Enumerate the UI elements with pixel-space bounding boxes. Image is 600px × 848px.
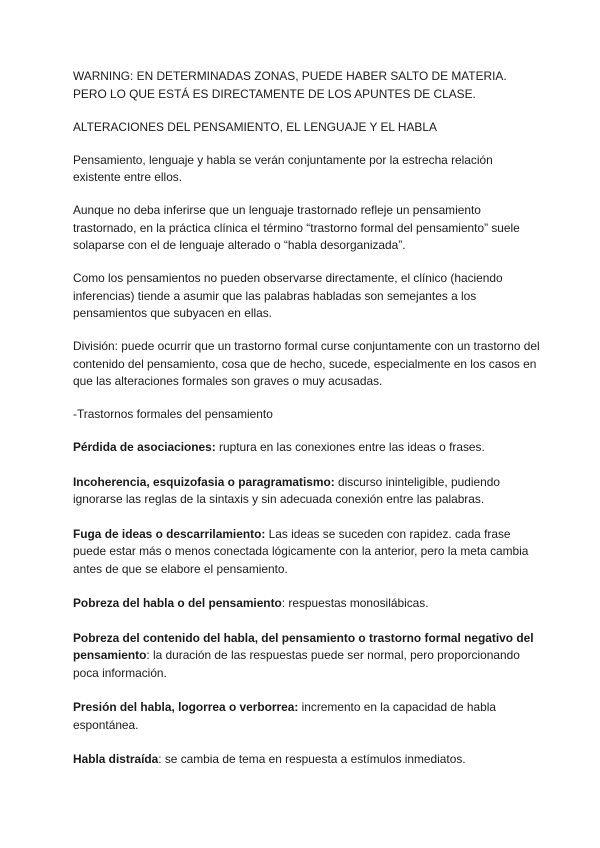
intro-paragraph-4: División: puede ocurrir que un trastorno formal curse conjuntamente con un trastorno del contenido del pensamiento, cosa que de hecho, sucede, especialmente en los casos en que las alteraciones formales son graves o muy acusadas. <box>73 339 540 388</box>
document-page <box>73 68 543 786</box>
term-definition: Las ideas se suceden con rapidez. cada frase puede estar más o menos conectada lógicamente con la anterior, pero la meta cambia antes de que se elabore el pensamiento. <box>73 526 529 576</box>
definition-loss-of-associations <box>73 439 543 457</box>
term-label: Pérdida de asociaciones: <box>73 440 216 454</box>
intro-paragraph-1: Pensamiento, lenguaje y habla se verán conjuntamente por la estrecha relación existente entre ellos. <box>73 152 493 184</box>
intro-paragraph-3: Como los pensamientos no pueden observarse directamente, el clínico (haciendo inferencias) tiende a asumir que las palabras habladas son semejantes a los pensamientos que subyacen en ellas. <box>73 271 503 320</box>
term-label: Fuga de ideas o descarrilamiento: <box>73 526 266 541</box>
definition-incoherence <box>73 474 543 509</box>
intro-paragraph-2: Aunque no deba inferirse que un lenguaje trastornado refleje un pensamiento trastornado, en la práctica clínica el término “trastorno formal del pensamiento” suele solaparse con el de lenguaje alterado o “habla desorganizada”. <box>73 203 520 252</box>
definition-poverty-of-content <box>73 630 543 683</box>
document-title: ALTERACIONES DEL PENSAMIENTO, EL LENGUAJE Y EL HABLA <box>73 119 437 134</box>
term-label: Pobreza del habla o del pensamiento <box>73 596 282 610</box>
warning-notice <box>73 68 543 103</box>
definition-poverty-of-speech <box>73 595 543 613</box>
term-label: Presión del habla, logorrea o verborrea: <box>73 700 299 714</box>
term-label: Habla distraída <box>73 752 159 766</box>
term-definition: ruptura en las conexiones entre las ideas o frases. <box>215 440 485 454</box>
term-definition: : la duración de las respuestas puede ser normal, pero proporcionando poca información. <box>73 648 520 680</box>
warning-line-1: WARNING: EN DETERMINADAS ZONAS, PUEDE HABER SALTO DE MATERIA. <box>73 69 507 83</box>
definition-distractible-speech <box>73 751 543 769</box>
warning-line-2: PERO LO QUE ESTÁ ES DIRECTAMENTE DE LOS APUNTES DE CLASE. <box>73 86 476 101</box>
term-label: Incoherencia, esquizofasia o paragramatismo: <box>73 474 335 489</box>
definition-flight-of-ideas <box>73 526 543 579</box>
definition-pressured-speech <box>73 699 543 734</box>
term-definition: incremento en la capacidad de habla espontánea. <box>73 700 496 732</box>
term-definition: discurso ininteligible, pudiendo ignorarse las reglas de la sintaxis y sin adecuada conexión entre las palabras. <box>73 474 500 506</box>
term-definition: : respuestas monosilábicas. <box>281 596 429 610</box>
term-label: Pobreza del contenido del habla, del pensamiento o trastorno formal negativo del pensamiento <box>73 630 534 662</box>
term-definition: : se cambia de tema en respuesta a estímulos inmediatos. <box>158 752 466 766</box>
section-heading: -Trastornos formales del pensamiento <box>73 407 273 421</box>
